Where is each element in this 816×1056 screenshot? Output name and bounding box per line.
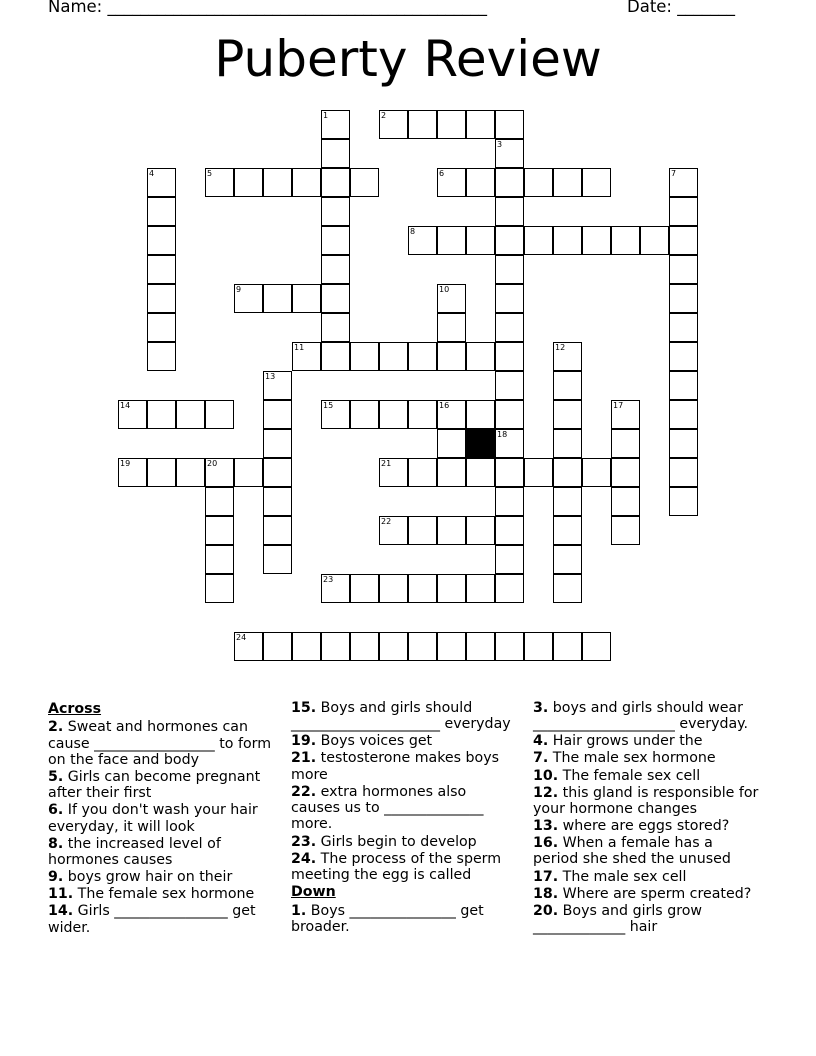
clue-number-label: 18. <box>533 885 559 902</box>
crossword-cell[interactable] <box>553 371 582 400</box>
crossword-cell[interactable] <box>640 226 669 255</box>
crossword-cell[interactable] <box>379 110 408 139</box>
crossword-cell[interactable] <box>466 574 495 603</box>
clue-number-label: 8. <box>48 835 64 852</box>
clue-text: Boys and girls grow _____________ hair <box>533 902 703 936</box>
crossword-cell[interactable] <box>408 110 437 139</box>
crossword-cell[interactable] <box>553 342 582 371</box>
crossword-cell[interactable] <box>437 632 466 661</box>
crossword-cell[interactable] <box>495 313 524 342</box>
down-clue <box>533 886 759 902</box>
crossword-cell[interactable] <box>379 574 408 603</box>
clue-text: The female sex hormone <box>77 886 255 903</box>
clue-number: 11 <box>294 343 305 352</box>
clue-number-label: 16. <box>533 835 559 852</box>
clue-number-label: 14. <box>48 903 74 920</box>
crossword-cell[interactable] <box>205 487 234 516</box>
crossword-cell[interactable] <box>495 139 524 168</box>
crossword-cell[interactable] <box>495 371 524 400</box>
across-clue <box>291 733 517 749</box>
across-clue <box>291 750 517 783</box>
crossword-cell[interactable] <box>205 458 234 487</box>
crossword-cell[interactable] <box>466 516 495 545</box>
crossword-cell[interactable] <box>147 284 176 313</box>
crossword-cell[interactable] <box>350 342 379 371</box>
clue-number: 22 <box>381 517 392 526</box>
crossword-cell[interactable] <box>263 429 292 458</box>
crossword-cell[interactable] <box>408 574 437 603</box>
crossword-cell[interactable] <box>379 342 408 371</box>
down-clue <box>533 700 759 733</box>
crossword-cell[interactable] <box>495 226 524 255</box>
clue-number-label: 17. <box>533 868 559 885</box>
crossword-cell[interactable] <box>437 516 466 545</box>
crossword-cell[interactable] <box>437 226 466 255</box>
crossword-cell[interactable] <box>669 284 698 313</box>
clue-number: 23 <box>323 575 334 584</box>
clue-number: 21 <box>381 459 392 468</box>
clue-text: boys and girls should wear ____________________ everyday. <box>533 700 749 733</box>
crossword-cell[interactable] <box>350 632 379 661</box>
clue-number: 18 <box>497 430 508 439</box>
down-clue <box>533 785 759 818</box>
crossword-cell[interactable] <box>437 284 466 313</box>
crossword-cell[interactable] <box>669 226 698 255</box>
down-heading: Down <box>291 884 336 901</box>
across-clue <box>48 802 274 835</box>
crossword-cell[interactable] <box>524 458 553 487</box>
crossword-cell[interactable] <box>379 458 408 487</box>
clue-number-label: 9. <box>48 869 64 886</box>
clue-number: 3 <box>497 140 503 149</box>
clue-number-label: 5. <box>48 768 64 785</box>
crossword-cell[interactable] <box>147 313 176 342</box>
crossword-cell[interactable] <box>495 168 524 197</box>
crossword-cell[interactable] <box>437 400 466 429</box>
crossword-cell[interactable] <box>205 400 234 429</box>
crossword-cell[interactable] <box>176 458 205 487</box>
crossword-cell[interactable] <box>553 400 582 429</box>
crossword-cell[interactable] <box>553 168 582 197</box>
crossword-cell[interactable] <box>234 632 263 661</box>
date-field[interactable]: Date: _______ <box>627 0 735 16</box>
clue-number: 7 <box>671 169 677 178</box>
clue-number: 24 <box>236 633 247 642</box>
crossword-cell[interactable] <box>234 168 263 197</box>
crossword-cell[interactable] <box>553 632 582 661</box>
crossword-cell[interactable] <box>147 342 176 371</box>
clue-number: 14 <box>120 401 131 410</box>
crossword-cell[interactable] <box>321 313 350 342</box>
down-clue <box>533 768 759 784</box>
clue-number-label: 23. <box>291 833 317 850</box>
crossword-cell[interactable] <box>205 574 234 603</box>
down-clue <box>533 733 759 749</box>
clue-text: extra hormones also causes us to ______________ more. <box>291 783 484 833</box>
clues-column-2 <box>291 700 517 936</box>
crossword-cell[interactable] <box>147 226 176 255</box>
clue-text: Where are sperm created? <box>562 885 752 902</box>
crossword-cell[interactable] <box>321 400 350 429</box>
crossword-cell[interactable] <box>321 139 350 168</box>
crossword-cell[interactable] <box>553 429 582 458</box>
clue-text: Sweat and hormones can cause _________________ to form on the face and body <box>48 719 272 768</box>
across-clue <box>291 784 517 833</box>
crossword-cell[interactable] <box>495 255 524 284</box>
crossword-cell[interactable] <box>495 197 524 226</box>
crossword-cell[interactable] <box>147 168 176 197</box>
clue-text: Girls can become pregnant after their first <box>48 768 261 802</box>
crossword-cell[interactable] <box>495 110 524 139</box>
clue-text: this gland is responsible for your hormone changes <box>533 784 759 817</box>
clue-number-label: 19. <box>291 733 317 750</box>
across-clue <box>48 869 274 885</box>
crossword-cell[interactable] <box>611 429 640 458</box>
crossword-cell[interactable] <box>553 458 582 487</box>
clue-number-label: 24. <box>291 850 317 867</box>
crossword-cell[interactable] <box>495 516 524 545</box>
crossword-cell[interactable] <box>263 284 292 313</box>
clue-number: 15 <box>323 401 334 410</box>
crossword-cell[interactable] <box>611 458 640 487</box>
clue-text: If you don't wash your hair everyday, it will look <box>48 802 258 835</box>
crossword-cell[interactable] <box>669 168 698 197</box>
clue-number-label: 11. <box>48 886 74 903</box>
crossword-cell[interactable] <box>234 458 263 487</box>
crossword-cell[interactable] <box>524 632 553 661</box>
crossword-cell[interactable] <box>669 371 698 400</box>
clue-text: When a female has a period she shed the unused <box>533 835 731 868</box>
clue-number: 2 <box>381 111 387 120</box>
crossword-cell[interactable] <box>495 545 524 574</box>
crossword-cell[interactable] <box>408 226 437 255</box>
crossword-cell[interactable] <box>611 516 640 545</box>
across-heading: Across <box>48 701 102 717</box>
crossword-cell[interactable] <box>408 400 437 429</box>
crossword-cell[interactable] <box>466 226 495 255</box>
crossword-cell[interactable] <box>292 284 321 313</box>
crossword-cell[interactable] <box>553 487 582 516</box>
clue-text: where are eggs stored? <box>562 818 730 835</box>
across-clue <box>48 836 274 869</box>
name-field[interactable]: Name: ______________________________________________ <box>48 0 487 16</box>
clue-number-label: 21. <box>291 750 317 767</box>
crossword-cell[interactable] <box>408 458 437 487</box>
crossword-cell[interactable] <box>263 632 292 661</box>
crossword-cell[interactable] <box>321 226 350 255</box>
clue-text: Hair grows under the <box>552 733 703 750</box>
crossword-cell[interactable] <box>408 516 437 545</box>
crossword-cell[interactable] <box>553 545 582 574</box>
across-clue <box>48 886 274 902</box>
clues-column-1 <box>48 700 274 937</box>
crossword-cell[interactable] <box>669 197 698 226</box>
clue-number: 6 <box>439 169 445 178</box>
crossword-cell[interactable] <box>437 110 466 139</box>
clue-number: 4 <box>149 169 155 178</box>
clue-text: boys grow hair on their <box>67 869 233 886</box>
clue-text: testosterone makes boys more <box>291 750 500 783</box>
crossword-cell[interactable] <box>669 255 698 284</box>
down-clue <box>533 835 759 868</box>
crossword-cell[interactable] <box>611 226 640 255</box>
crossword-cell[interactable] <box>176 400 205 429</box>
crossword-cell[interactable] <box>669 342 698 371</box>
crossword-cell[interactable] <box>495 632 524 661</box>
clue-number-label: 15. <box>291 700 317 716</box>
crossword-cell[interactable] <box>292 168 321 197</box>
clue-number: 9 <box>236 285 242 294</box>
crossword-black-cell <box>466 429 495 458</box>
crossword-cell[interactable] <box>495 400 524 429</box>
down-clue <box>533 903 759 936</box>
crossword-cell[interactable] <box>147 255 176 284</box>
crossword-cell[interactable] <box>437 458 466 487</box>
crossword-cell[interactable] <box>205 516 234 545</box>
page-title: Puberty Review <box>214 30 602 88</box>
crossword-cell[interactable] <box>669 313 698 342</box>
crossword-cell[interactable] <box>553 226 582 255</box>
clue-number: 17 <box>613 401 624 410</box>
crossword-cell[interactable] <box>408 632 437 661</box>
clue-number: 8 <box>410 227 416 236</box>
crossword-cell[interactable] <box>553 516 582 545</box>
clue-number: 1 <box>323 111 329 120</box>
down-clue <box>533 818 759 834</box>
clue-number-label: 20. <box>533 902 559 919</box>
crossword-cell[interactable] <box>292 632 321 661</box>
crossword-cell[interactable] <box>582 632 611 661</box>
across-clue <box>291 834 517 850</box>
down-clue <box>533 750 759 766</box>
crossword-cell[interactable] <box>263 516 292 545</box>
across-clue <box>291 851 517 884</box>
clue-text: The female sex cell <box>562 767 701 784</box>
crossword-cell[interactable] <box>466 632 495 661</box>
clue-number: 10 <box>439 285 450 294</box>
clue-number: 13 <box>265 372 276 381</box>
crossword-cell[interactable] <box>466 400 495 429</box>
clue-number-label: 22. <box>291 783 317 800</box>
crossword-cell[interactable] <box>350 574 379 603</box>
across-clue <box>291 700 517 733</box>
crossword-cell[interactable] <box>495 458 524 487</box>
clue-number-label: 6. <box>48 802 64 819</box>
clue-number-label: 13. <box>533 818 559 835</box>
crossword-cell[interactable] <box>350 168 379 197</box>
crossword-cell[interactable] <box>669 400 698 429</box>
clues-column-3 <box>533 700 759 936</box>
crossword-cell[interactable] <box>321 255 350 284</box>
crossword-cell[interactable] <box>379 400 408 429</box>
crossword-cell[interactable] <box>321 168 350 197</box>
crossword-cell[interactable] <box>205 168 234 197</box>
crossword-cell[interactable] <box>495 284 524 313</box>
across-clue <box>48 769 274 802</box>
clue-number: 16 <box>439 401 450 410</box>
crossword-cell[interactable] <box>263 168 292 197</box>
clue-number-label: 3. <box>533 700 549 716</box>
crossword-cell[interactable] <box>466 110 495 139</box>
clue-text: The male sex hormone <box>552 750 716 767</box>
crossword-cell[interactable] <box>437 168 466 197</box>
crossword-cell[interactable] <box>437 342 466 371</box>
crossword-cell[interactable] <box>495 429 524 458</box>
crossword-cell[interactable] <box>582 226 611 255</box>
crossword-cell[interactable] <box>553 574 582 603</box>
crossword-cell[interactable] <box>263 458 292 487</box>
clue-number: 12 <box>555 343 566 352</box>
clue-text: the increased level of hormones causes <box>48 835 221 869</box>
clue-number: 5 <box>207 169 213 178</box>
clue-number-label: 7. <box>533 750 549 767</box>
crossword-cell[interactable] <box>118 458 147 487</box>
crossword-cell[interactable] <box>524 168 553 197</box>
clue-number-label: 10. <box>533 767 559 784</box>
clue-text: Boys and girls should _____________________ everyday <box>291 700 511 733</box>
crossword-cell[interactable] <box>495 487 524 516</box>
crossword-cell[interactable] <box>321 110 350 139</box>
crossword-cell[interactable] <box>466 458 495 487</box>
crossword-cell[interactable] <box>234 284 263 313</box>
crossword-cell[interactable] <box>466 342 495 371</box>
clue-text: Boys _______________ get broader. <box>291 902 484 935</box>
crossword-cell[interactable] <box>669 487 698 516</box>
crossword-cell[interactable] <box>321 284 350 313</box>
crossword-cell[interactable] <box>437 574 466 603</box>
crossword-cell[interactable] <box>292 342 321 371</box>
across-clue <box>48 719 274 768</box>
crossword-cell[interactable] <box>321 632 350 661</box>
crossword-cell[interactable] <box>495 574 524 603</box>
crossword-cell[interactable] <box>263 545 292 574</box>
clue-text: The process of the sperm meeting the egg is called <box>291 850 502 883</box>
clue-text: Girls begin to develop <box>320 833 477 850</box>
clue-text: The male sex cell <box>562 868 687 885</box>
crossword-cell[interactable] <box>611 487 640 516</box>
crossword-cell[interactable] <box>321 197 350 226</box>
crossword-cell[interactable] <box>669 429 698 458</box>
crossword-cell[interactable] <box>582 168 611 197</box>
clue-text: Boys voices get <box>320 733 433 750</box>
crossword-cell[interactable] <box>379 632 408 661</box>
clue-number-label: 2. <box>48 719 64 736</box>
crossword-cell[interactable] <box>118 400 147 429</box>
down-clue <box>291 903 517 936</box>
crossword-cell[interactable] <box>321 574 350 603</box>
crossword-cell[interactable] <box>466 168 495 197</box>
crossword-cell[interactable] <box>147 197 176 226</box>
clue-text: Girls ________________ get wider. <box>48 903 256 936</box>
down-clue <box>533 869 759 885</box>
clue-number-label: 1. <box>291 902 307 919</box>
crossword-cell[interactable] <box>582 458 611 487</box>
crossword-cell[interactable] <box>524 226 553 255</box>
crossword-cell[interactable] <box>321 342 350 371</box>
crossword-cell[interactable] <box>669 458 698 487</box>
crossword-cell[interactable] <box>350 400 379 429</box>
crossword-cell[interactable] <box>408 342 437 371</box>
crossword-cell[interactable] <box>147 400 176 429</box>
clue-number: 20 <box>207 459 218 468</box>
clue-number: 19 <box>120 459 131 468</box>
crossword-cell[interactable] <box>263 400 292 429</box>
crossword-cell[interactable] <box>205 545 234 574</box>
crossword-cell[interactable] <box>437 429 466 458</box>
across-clue <box>48 903 274 936</box>
crossword-cell[interactable] <box>263 487 292 516</box>
crossword-cell[interactable] <box>495 342 524 371</box>
crossword-cell[interactable] <box>437 313 466 342</box>
crossword-cell[interactable] <box>379 516 408 545</box>
clue-number-label: 4. <box>533 733 549 750</box>
crossword-cell[interactable] <box>611 400 640 429</box>
crossword-cell[interactable] <box>263 371 292 400</box>
crossword-cell[interactable] <box>147 458 176 487</box>
clue-number-label: 12. <box>533 784 559 801</box>
